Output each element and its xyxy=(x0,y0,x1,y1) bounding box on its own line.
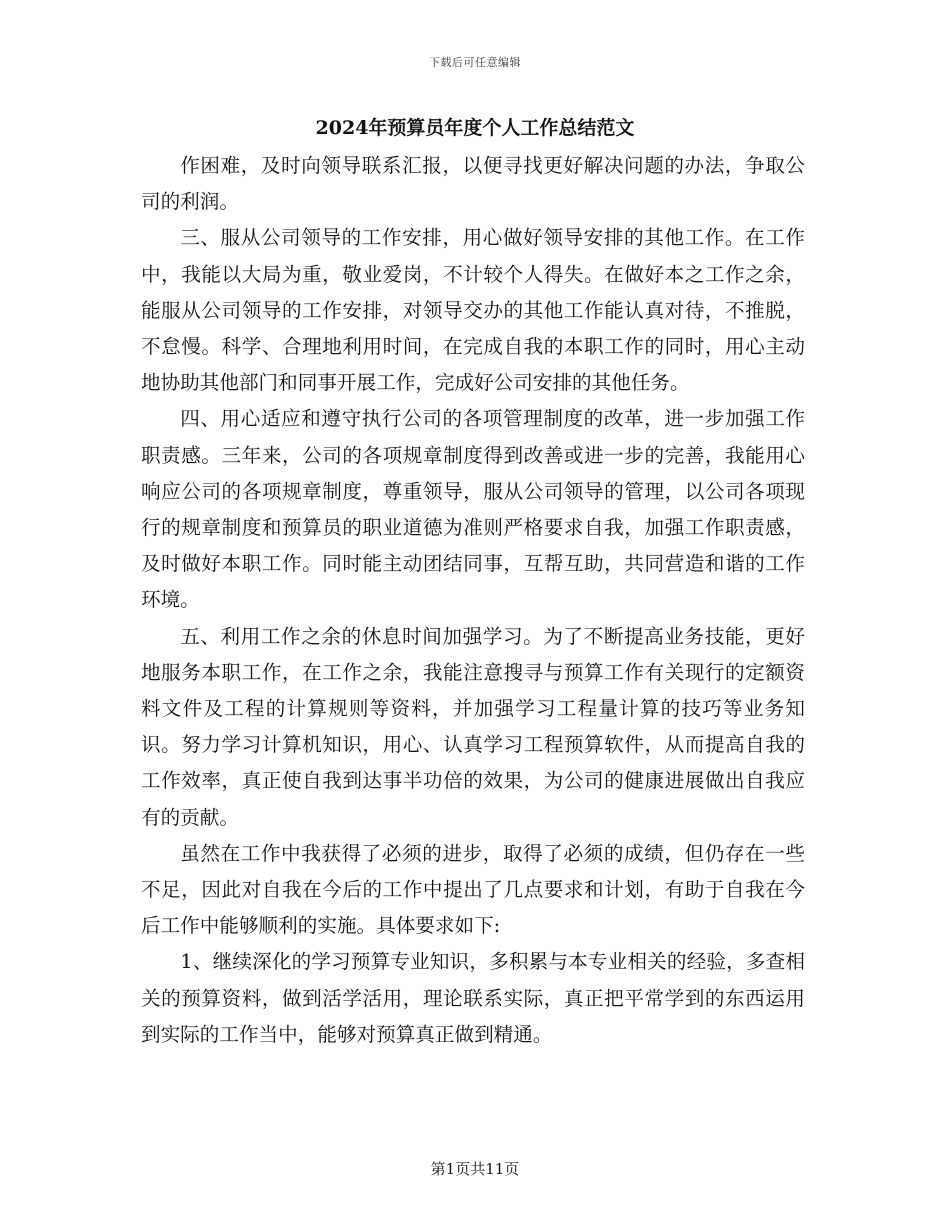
paragraph-section-five: 五、利用工作之余的休息时间加强学习。为了不断提高业务技能，更好地服务本职工作，在工作之余，我能注意搜寻与预算工作有关现行的定额资料文件及工程的计算规则等资料，并加强学习工程量计算的技巧等业务知识。努力学习计算机知识，用心、认真学习工程预算软件，从而提高自我的工作效率，真正使自我到达事半功倍的效果，为公司的健康进展做出自我应有的贡献。 xyxy=(141,624,805,829)
page-header-note: 下载后可任意编辑 xyxy=(429,56,521,69)
paragraph-section-three: 三、服从公司领导的工作安排，用心做好领导安排的其他工作。在工作中，我能以大局为重，敬业爱岗，不计较个人得失。在做好本之工作之余，能服从公司领导的工作安排，对领导交办的其他工作能认真对待，不推脱，不怠慢。科学、合理地利用时间，在完成自我的本职工作的同时，用心主动地协助其他部门和同事开展工作，完成好公司安排的其他任务。 xyxy=(141,226,805,395)
document-body xyxy=(141,148,805,1053)
paragraph-continuation: 作困难，及时向领导联系汇报，以便寻找更好解决问题的办法，争取公司的利润。 xyxy=(141,154,805,214)
paragraph-shortcomings: 虽然在工作中我获得了必须的进步，取得了必须的成绩，但仍存在一些不足，因此对自我在今后的工作中提出了几点要求和计划，有助于自我在今后工作中能够顺利的实施。具体要求如下: xyxy=(141,841,805,938)
page-footer-number: 第1页共11页 xyxy=(430,1160,520,1178)
paragraph-requirement-one: 1、继续深化的学习预算专业知识，多积累与本专业相关的经验，多查相关的预算资料，做到活学活用，理论联系实际，真正把平常学到的东西运用到实际的工作当中，能够对预算真正做到精通。 xyxy=(141,950,805,1046)
paragraph-section-four: 四、用心适应和遵守执行公司的各项管理制度的改革，进一步加强工作职责感。三年来，公司的各项规章制度得到改善或进一步的完善，我能用心响应公司的各项规章制度，尊重领导，服从公司领导的管理，以公司各项现行的规章制度和预算员的职业道德为准则严格要求自我，加强工作职责感，及时做好本职工作。同时能主动团结同事，互帮互助，共同营造和谐的工作环境。 xyxy=(141,407,805,612)
document-title: 2024年预算员年度个人工作总结范文 xyxy=(315,117,635,139)
